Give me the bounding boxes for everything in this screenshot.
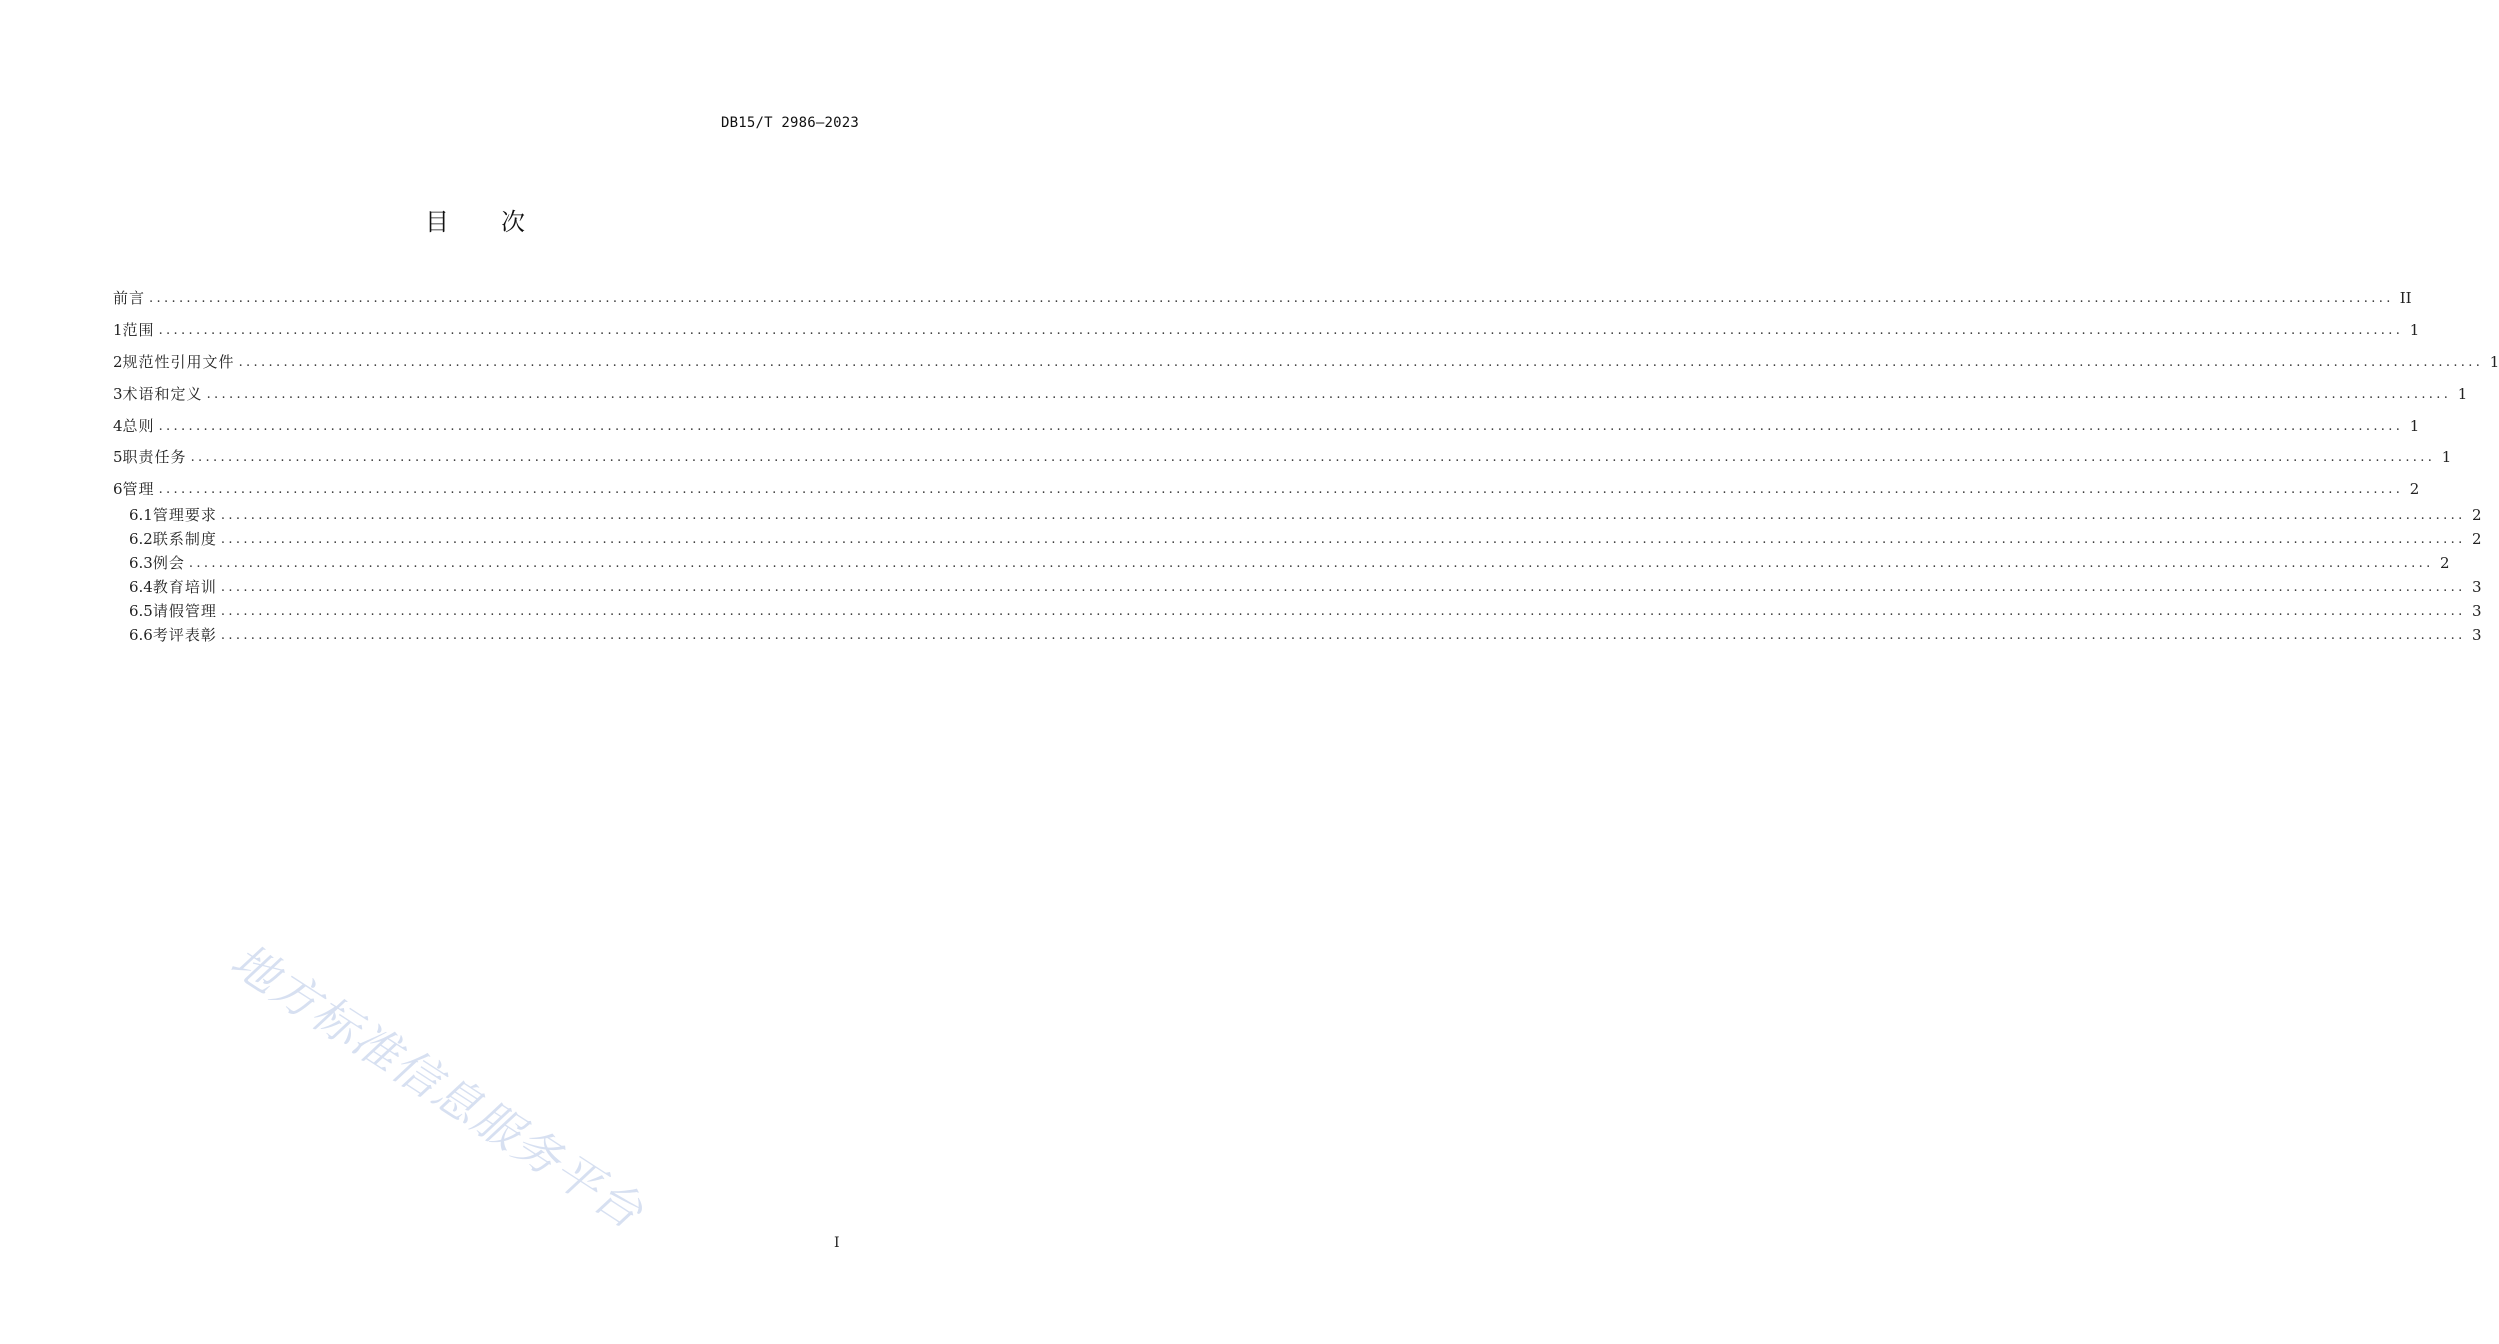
toc-entry-label: 范围 (122, 321, 155, 339)
page-number: I (834, 1235, 840, 1251)
toc-entry[interactable] (113, 552, 2450, 574)
toc-entry-page: 2 (2472, 506, 2482, 524)
toc-title (0, 202, 950, 237)
toc-entry-page: 1 (2441, 448, 2452, 466)
toc-entry-number: 6.3 (129, 554, 153, 572)
toc-dot-leader: ............................................................................................................................................................................................................................................................................................................ (220, 508, 2466, 523)
document-code: DB15/T 2986—2023 (720, 115, 859, 131)
toc-dot-leader: ............................................................................................................................................................................................................................................................................................................ (188, 556, 2434, 571)
toc-entry-label: 请假管理 (152, 602, 217, 620)
toc-entry-number: 6.1 (129, 506, 153, 524)
watermark-text: 地方标准信息服务平台 (221, 932, 654, 1240)
toc-entry[interactable] (113, 446, 2452, 468)
toc-dot-leader: ............................................................................................................................................................................................................................................................................................................ (220, 604, 2466, 619)
toc-entry-number: 6.6 (129, 626, 153, 644)
toc-entry[interactable] (113, 600, 2482, 622)
toc-title-char-2: 次 (501, 208, 525, 236)
toc-entry-number: 6.2 (129, 530, 153, 548)
toc-entry-page: 2 (2440, 554, 2450, 572)
toc-entry-number: 3 (113, 385, 123, 403)
toc-entry-page: 2 (2472, 530, 2482, 548)
toc-entry-page: 3 (2472, 578, 2482, 596)
toc-entry-label: 例会 (152, 554, 185, 572)
toc-entry-label: 管理要求 (152, 506, 217, 524)
toc-entry-number: 6 (113, 480, 123, 498)
toc-dot-leader: ............................................................................................................................................................................................................................................................................................................ (190, 450, 2436, 465)
toc-dot-leader: ............................................................................................................................................................................................................................................................................................................ (158, 482, 2404, 497)
toc-entry-label: 管理 (122, 480, 155, 498)
toc-entry-label: 职责任务 (122, 448, 187, 466)
toc-entry[interactable] (113, 624, 2482, 646)
toc-dot-leader: ............................................................................................................................................................................................................................................................................................................ (220, 580, 2466, 595)
toc-entry-number: 6.5 (129, 602, 153, 620)
toc-dot-leader: ............................................................................................................................................................................................................................................................................................................ (149, 291, 2394, 306)
toc-dot-leader: ............................................................................................................................................................................................................................................................................................................ (158, 323, 2404, 338)
toc-entry-number: 2 (113, 353, 123, 371)
toc-entry-label: 总则 (122, 417, 155, 435)
toc-entry[interactable] (113, 351, 2499, 373)
toc-entry-label: 前言 (113, 289, 146, 307)
toc-dot-leader: ............................................................................................................................................................................................................................................................................................................ (158, 419, 2404, 434)
toc-entry-page: II (2399, 289, 2412, 307)
toc-entry[interactable] (113, 415, 2420, 437)
toc-dot-leader: ............................................................................................................................................................................................................................................................................................................ (220, 628, 2466, 643)
toc-dot-leader: ............................................................................................................................................................................................................................................................................................................ (206, 387, 2452, 402)
toc-entry-page: 1 (2409, 417, 2420, 435)
toc-entry-page: 1 (2489, 353, 2499, 371)
toc-entry[interactable] (113, 528, 2482, 550)
toc-entry[interactable] (113, 319, 2420, 341)
toc-entry-label: 规范性引用文件 (122, 353, 235, 371)
toc-entry[interactable] (113, 287, 2412, 309)
toc-entry[interactable] (113, 504, 2482, 526)
toc-entry-number: 6.4 (129, 578, 153, 596)
toc-entry-page: 1 (2457, 385, 2468, 403)
toc-entry[interactable] (113, 478, 2420, 500)
toc-entry-page: 3 (2472, 602, 2482, 620)
toc-dot-leader: ............................................................................................................................................................................................................................................................................................................ (220, 532, 2466, 547)
toc-entry[interactable] (113, 576, 2482, 598)
toc-entry-page: 1 (2409, 321, 2420, 339)
toc-entry-label: 联系制度 (152, 530, 217, 548)
toc-entry-number: 5 (113, 448, 123, 466)
toc-entry-label: 术语和定义 (122, 385, 203, 403)
toc-entry-page: 3 (2472, 626, 2482, 644)
toc-entry-label: 考评表彰 (152, 626, 217, 644)
toc-entry-page: 2 (2409, 480, 2420, 498)
toc-title-char-1: 目 (425, 208, 449, 236)
toc-entry-number: 1 (113, 321, 123, 339)
toc-entry-number: 4 (113, 417, 123, 435)
toc-entry[interactable] (113, 383, 2468, 405)
toc-entry-label: 教育培训 (152, 578, 217, 596)
toc-dot-leader: ............................................................................................................................................................................................................................................................................................................ (238, 355, 2484, 370)
